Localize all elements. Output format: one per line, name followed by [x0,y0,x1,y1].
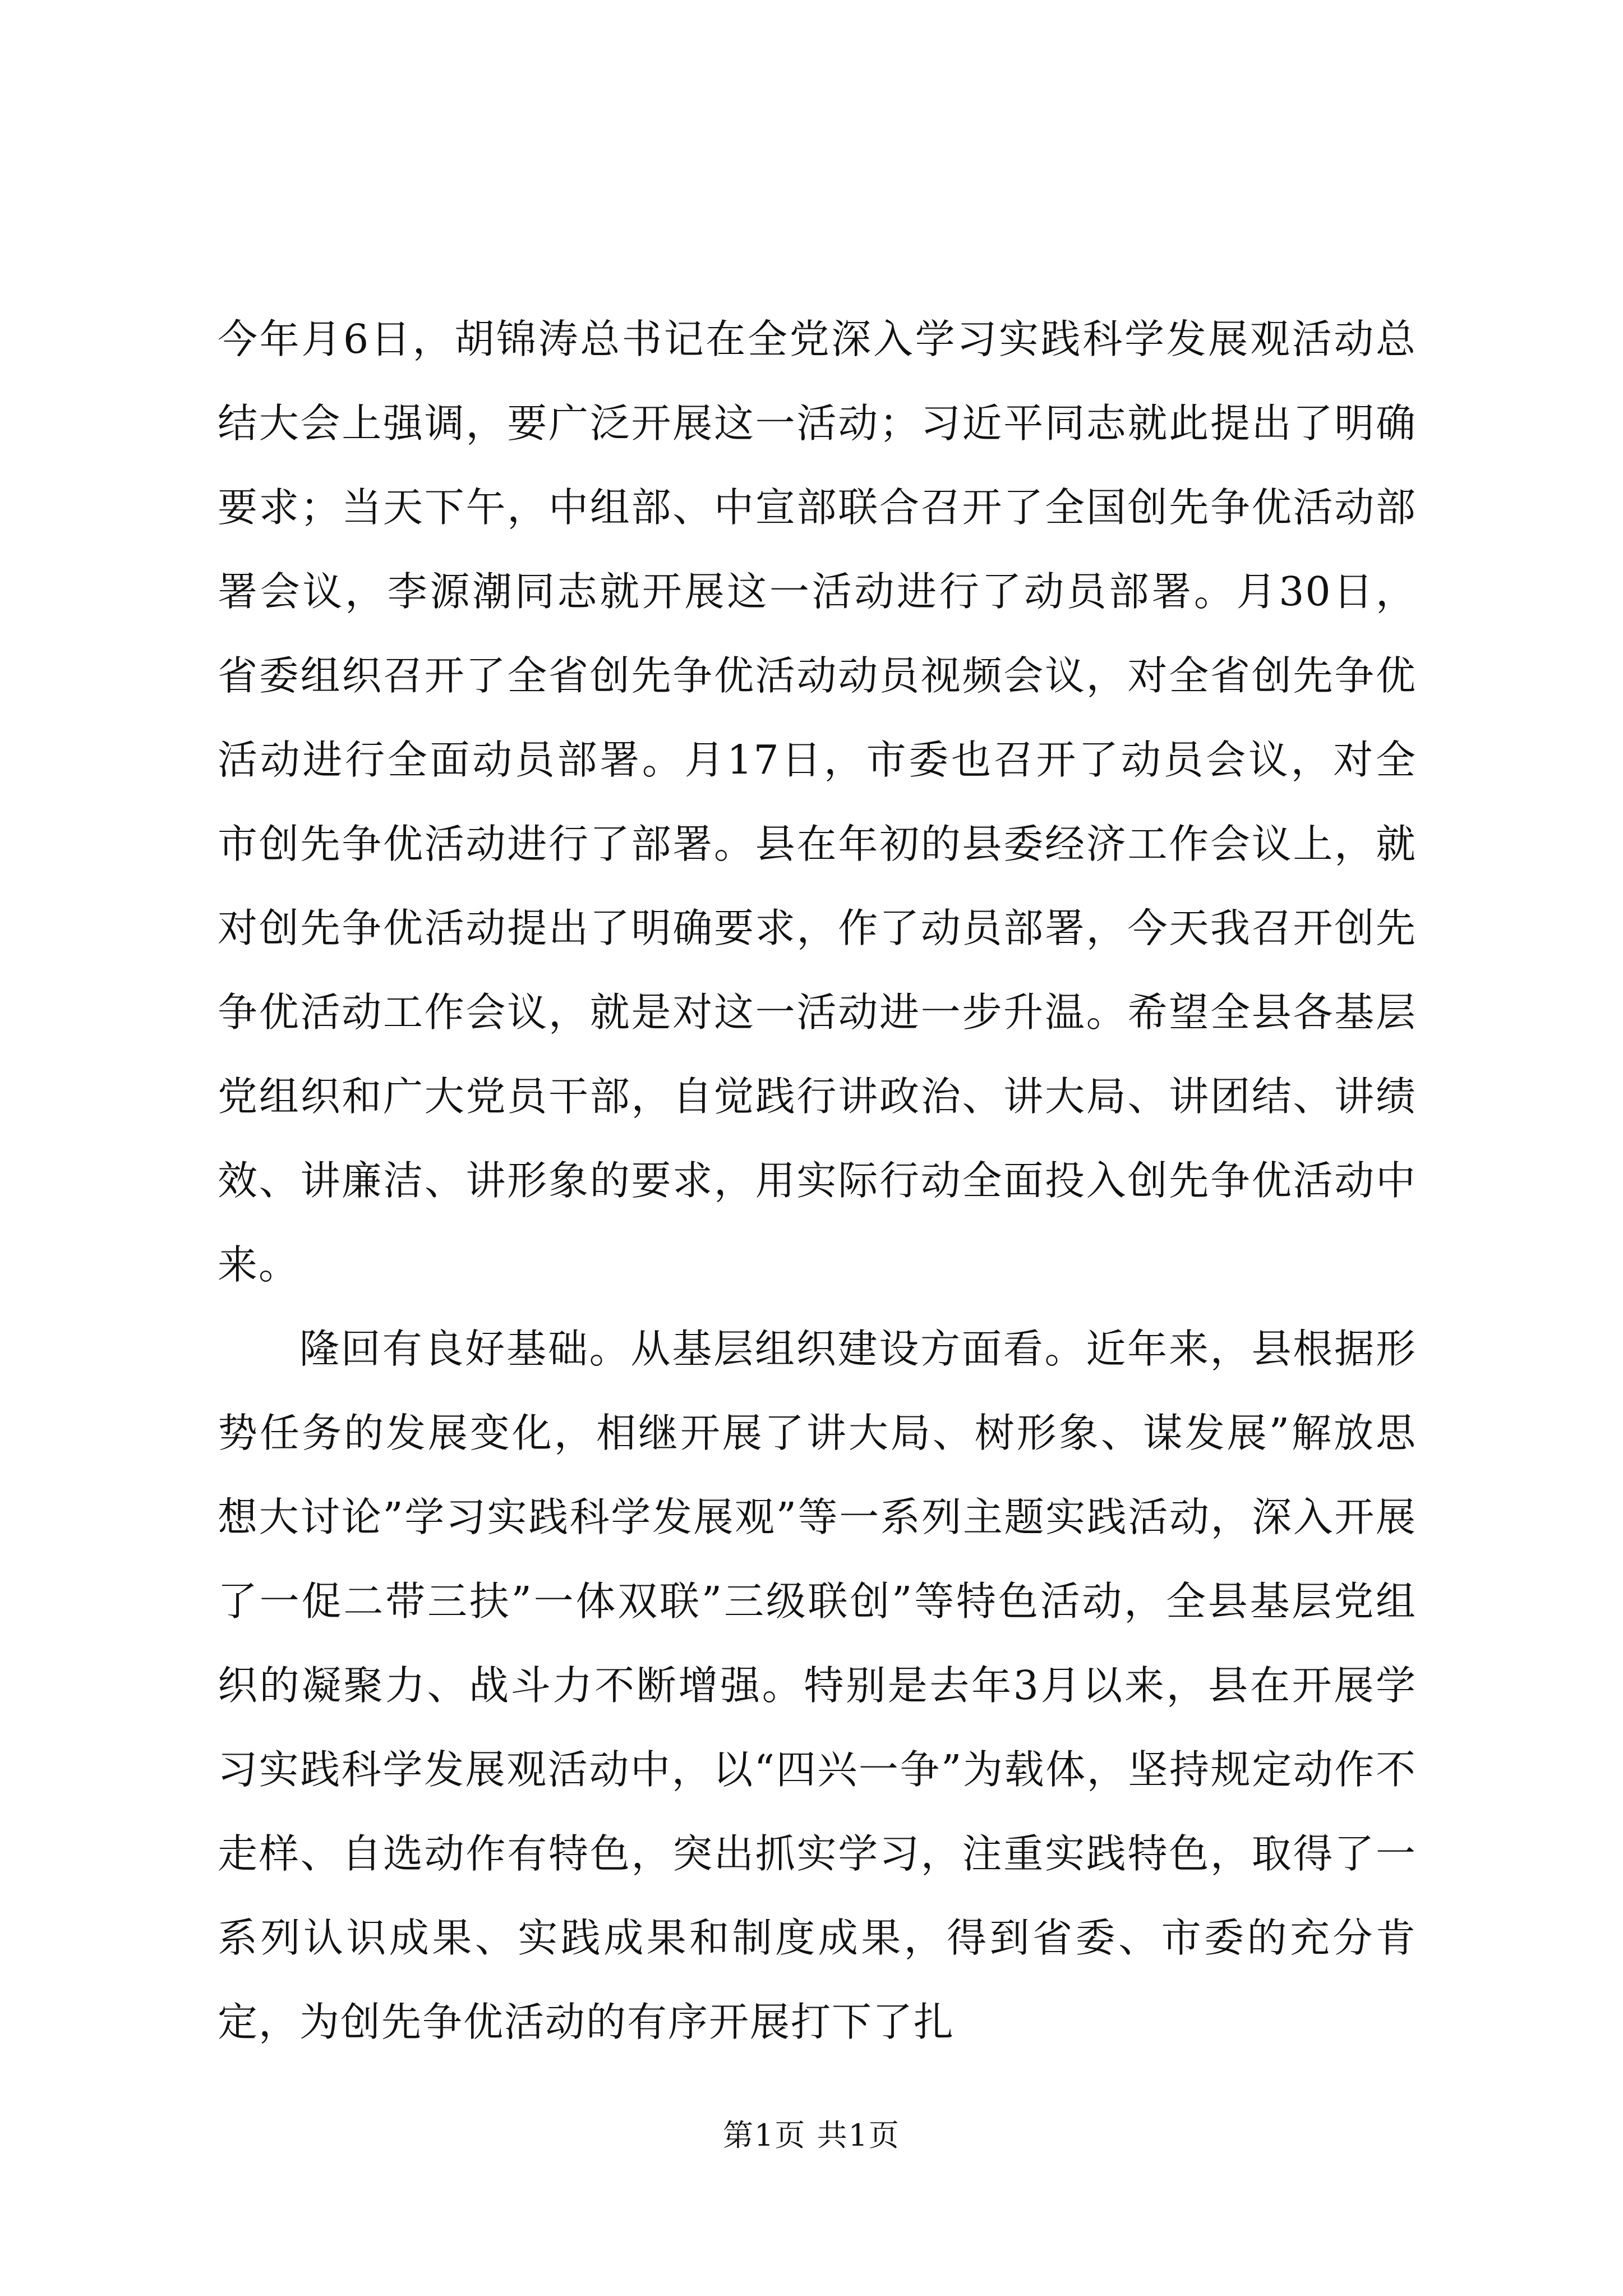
paragraph-1: 今年月6日，胡锦涛总书记在全党深入学习实践科学发展观活动总结大会上强调，要广泛开展这一活动；习近平同志就此提出了明确要求；当天下午，中组部、中宣部联合召开了全国创先争优活动部署会议，李源潮同志就开展这一活动进行了动员部署。月30日，省委组织召开了全省创先争优活动动员视频会议，对全省创先争优活动进行全面动员部署。月17日，市委也召开了动员会议，对全市创先争优活动进行了部署。县在年初的县委经济工作会议上，就对创先争优活动提出了明确要求，作了动员部署，今天我召开创先争优活动工作会议，就是对这一活动进一步升温。希望全县各基层党组织和广大党员干部，自觉践行讲政治、讲大局、讲团结、讲绩效、讲廉洁、讲形象的要求，用实际行动全面投入创先争优活动中来。 [218,316,1417,1288]
paragraph-2: 隆回有良好基础。从基层组织建设方面看。近年来，县根据形势任务的发展变化，相继开展了讲大局、树形象、谋发展”解放思想大讨论”学习实践科学发展观”等一系列主题实践活动，深入开展了一促二带三扶”一体双联”三级联创”等特色活动，全县基层党组织的凝聚力、战斗力不断增强。特别是去年3月以来，县在开展学习实践科学发展观活动中，以“四兴一争”为载体，坚持规定动作不走样、自选动作有特色，突出抓实学习，注重实践特色，取得了一系列认识成果、实践成果和制度成果，得到省委、市委的充分肯定，为创先争优活动的有序开展打下了扎 [218,1326,1417,2045]
document-body [218,297,1417,2064]
page-footer: 第1页 共1页 [723,2118,900,2153]
